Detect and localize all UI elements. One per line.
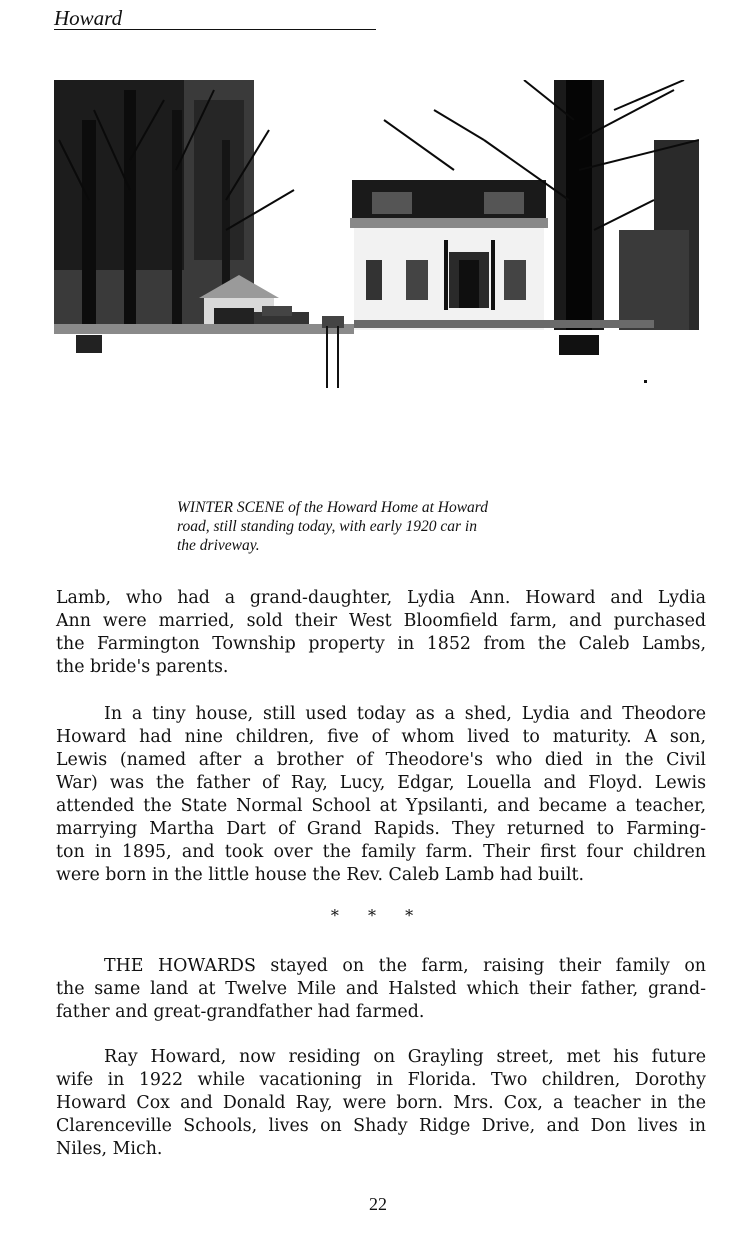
text-line: Lamb, who had a grand-daughter, Lydia Ann. Howard and Lydia [56,588,706,608]
text-line: ton in 1895, and took over the family farm. Their first four children [56,842,706,862]
text-line: War) was the father of Ray, Lucy, Edgar, Louella and Floyd. Lewis [56,773,706,793]
page-number: 22 [369,1194,387,1214]
text-line: Ann were married, sold their West Bloomfield farm, and purchased [56,611,706,631]
photo-caption [177,498,607,555]
winter-scene-photo [54,80,699,392]
text-line: father and great-grandfather had farmed. [56,1002,425,1022]
text-line: marrying Martha Dart of Grand Rapids. They returned to Farming- [56,819,706,839]
paragraph-3 [56,955,706,1024]
text-line: Howard Cox and Donald Ray, were born. Mrs. Cox, a teacher in the [56,1093,706,1113]
caption-line: road, still standing today, with early 1920 car in [177,518,477,535]
section-break: * * * [330,906,426,925]
paragraph-1 [56,587,706,679]
text-line: the bride's parents. [56,657,229,677]
paragraph-4 [56,1046,706,1161]
text-line: Niles, Mich. [56,1139,163,1159]
paragraph-2 [56,703,706,887]
text-line: Clarenceville Schools, lives on Shady Ridge Drive, and Don lives in [56,1116,706,1136]
text-line: Howard had nine children, five of whom lived to maturity. A son, [56,727,706,747]
text-line: wife in 1922 while vacationing in Florida. Two children, Dorothy [56,1070,706,1090]
text-line: Ray Howard, now residing on Grayling street, met his future [104,1047,706,1067]
text-line: THE HOWARDS stayed on the farm, raising their family on [104,956,706,976]
caption-line: WINTER SCENE of the Howard Home at Howard [177,499,488,516]
text-line: the Farmington Township property in 1852 from the Caleb Lambs, [56,634,706,654]
text-line: attended the State Normal School at Ypsilanti, and became a teacher, [56,796,706,816]
text-line: the same land at Twelve Mile and Halsted which their father, grand- [56,979,706,999]
running-head: Howard [54,6,123,30]
text-line: In a tiny house, still used today as a shed, Lydia and Theodore [104,704,706,724]
text-line: were born in the little house the Rev. Caleb Lamb had built. [56,865,585,885]
running-head-rule [54,29,376,30]
text-line: Lewis (named after a brother of Theodore's who died in the Civil [56,750,706,770]
caption-line: the driveway. [177,537,260,554]
